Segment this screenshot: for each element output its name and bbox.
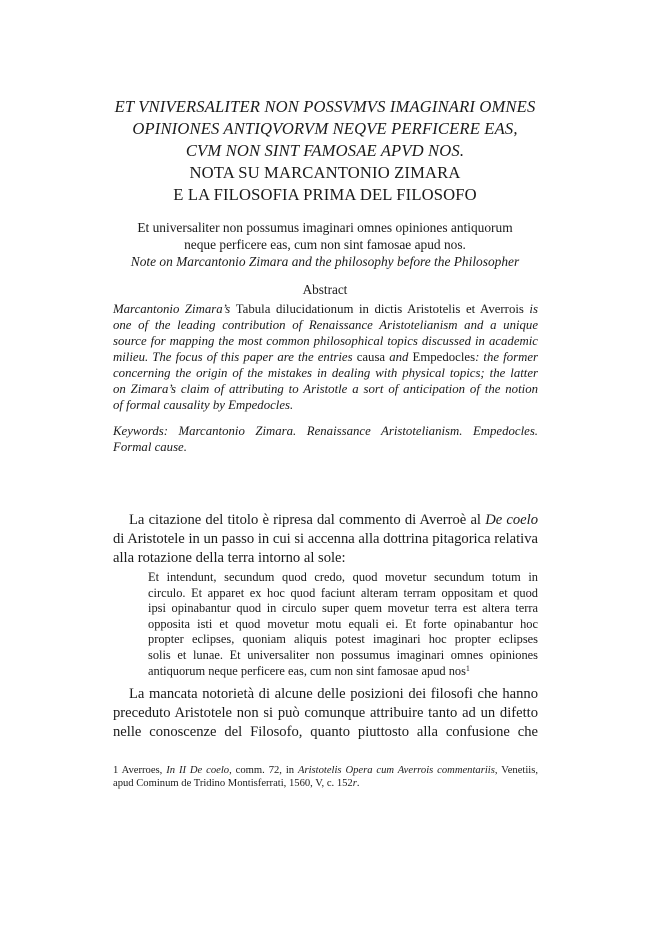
quote-line: ipsi opinabantur quod in circulo super quem movetur terra est altera terra [148, 601, 538, 616]
body-work-title: De coelo [485, 512, 538, 528]
abstract-entry-term: Empedocles [412, 350, 476, 364]
footnote-fragment: apud Cominum de Tridino Montisferrati, 1560, V, c. 152 [113, 778, 353, 790]
abstract-text [113, 301, 538, 413]
subtitle-line: Note on Marcantonio Zimara and the philosophy before the Philosopher [130, 254, 520, 269]
title-line: E LA FILOSOFIA PRIMA DEL FILOSOFO [173, 185, 477, 204]
keywords-line: Keywords: Marcantonio Zimara. Renaissance Aristotelianism. Empedocles. [113, 424, 538, 438]
abstract-line [113, 301, 538, 317]
quote-fragment: antiquorum neque perficere eas, cum non sint famosae apud nos [148, 663, 466, 678]
footnote [113, 764, 538, 791]
quote-line: circulo. Et apparet ex hoc quod faciunt alteram terram oppositam et quod [148, 585, 538, 600]
abstract-fragment: milieu. The focus of this paper are the entries [113, 350, 357, 364]
quote-line [148, 664, 538, 680]
keywords [113, 423, 538, 455]
body-paragraph [113, 685, 538, 742]
abstract-entry-term: causa [356, 350, 386, 364]
abstract-fragment: and [385, 350, 413, 364]
body-line: preceduto Aristotele non si può comunque attribuire tanto ad un difetto [113, 705, 538, 721]
abstract-work-title: Tabula dilucidationum in dictis Aristotelis et Averrois [235, 302, 524, 316]
abstract-line: source for mapping the most common philosophical topics discussed in academic [113, 334, 538, 348]
block-quote [148, 570, 538, 679]
footnote-fragment: 1 Averroes, [113, 765, 167, 776]
abstract-fragment: is [523, 302, 538, 316]
body-fragment: La citazione del titolo è ripresa dal commento di Averroè al [129, 512, 486, 528]
quote-line: propter eclipses, quoniam aliquis potest imaginari hoc propter eclipses [148, 632, 538, 647]
article-subtitle [100, 219, 550, 270]
footnote-line [113, 777, 538, 790]
footnote-fragment: , comm. 72, in [229, 765, 298, 776]
title-line: NOTA SU MARCANTONIO ZIMARA [189, 163, 461, 182]
abstract-heading: Abstract [302, 282, 348, 297]
body-paragraph [113, 511, 538, 568]
abstract-line [113, 349, 538, 365]
abstract-line: one of the leading contribution of Renaissance Aristotelianism and a unique [113, 318, 538, 332]
body-line: La mancata notorietà di alcune delle posizioni dei filosofi che hanno [129, 686, 538, 702]
abstract-fragment: Marcantonio Zimara’s [113, 302, 236, 316]
abstract-fragment: : the former [475, 350, 539, 364]
abstract-line: on Zimara’s claim of attributing to Aristotle a sort of anticipation of the notion [113, 382, 538, 396]
footnote-work-title: In II De coelo [166, 765, 230, 776]
title-line: OPINIONES ANTIQVORVM NEQVE PERFICERE EAS, [132, 119, 518, 138]
keywords-line: Formal cause. [113, 440, 187, 454]
subtitle-line: Et universaliter non possumus imaginari omnes opiniones antiquorum [137, 220, 513, 235]
quote-line: Et intendunt, secundum quod credo, quod movetur secundum totum in [148, 570, 538, 584]
title-line: ET VNIVERSALITER NON POSSVMVS IMAGINARI OMNES [114, 97, 536, 116]
abstract-line: concerning the origin of the mistakes in dealing with physical topics; the latter [113, 366, 538, 380]
footnote-line [113, 764, 538, 777]
body-line: nelle conoscenze del Filosofo, quanto piuttosto alla confusione che [113, 724, 538, 740]
quote-line: solis et lunae. Et universaliter non possumus imaginari omnes opiniones [148, 647, 538, 662]
body-line: alla rotazione della terra intorno al sole: [113, 550, 346, 566]
footnote-fragment: , Venetiis, [494, 765, 538, 776]
abstract-line: of formal causality by Empedocles. [113, 398, 294, 412]
body-line: di Aristotele in un passo in cui si accenna alla dottrina pitagorica relativa [113, 531, 538, 547]
subtitle-line: neque perficere eas, cum non sint famosae apud nos. [184, 237, 466, 252]
footnote-fragment: . [356, 778, 360, 790]
article-title [100, 96, 550, 206]
footnote-work-title: Aristotelis Opera cum Averrois commentariis [297, 765, 495, 776]
footnote-fragment: r [352, 778, 357, 790]
title-line: CVM NON SINT FAMOSAE APVD NOS. [185, 141, 465, 160]
quote-line: opposita isti et quod movetur motu equali ei. Et forte opinabantur hoc [148, 616, 538, 631]
footnote-marker[interactable]: 1 [465, 663, 470, 673]
body-line [113, 511, 538, 530]
